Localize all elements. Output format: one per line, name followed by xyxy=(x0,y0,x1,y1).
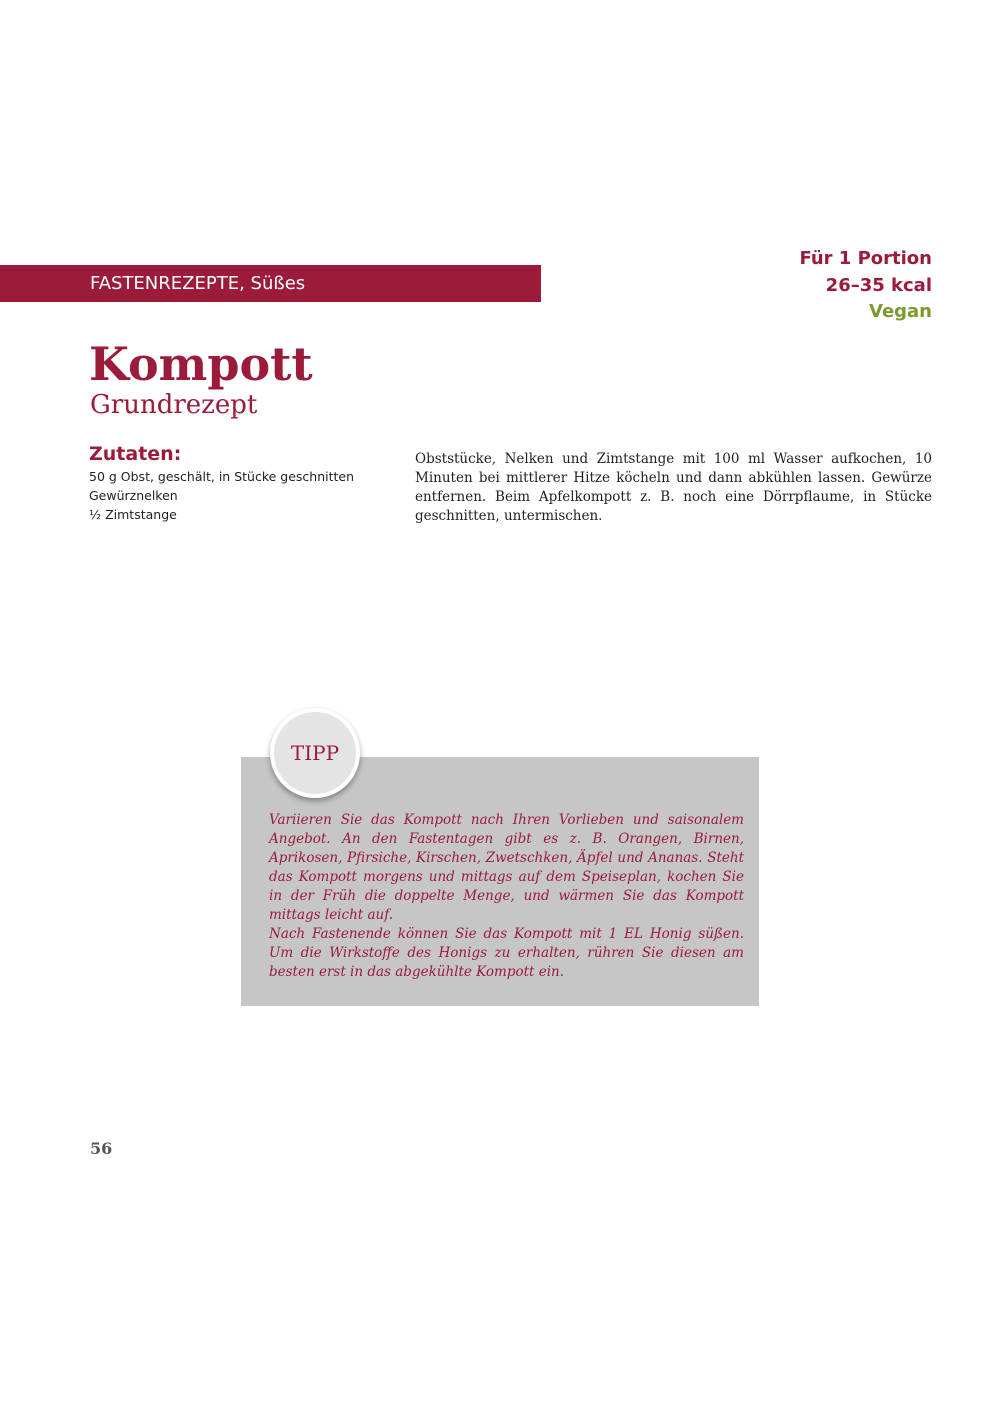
recipe-title: Kompott xyxy=(89,337,313,391)
category-label: FASTENREZEPTE, Süßes xyxy=(90,273,306,294)
ingredient-item: ½ Zimtstange xyxy=(89,507,177,522)
category-band xyxy=(0,265,541,302)
tip-label: TIPP xyxy=(290,741,340,765)
portion-info: Für 1 Portion xyxy=(799,248,932,269)
recipe-subtitle: Grundrezept xyxy=(90,390,258,420)
kcal-info: 26–35 kcal xyxy=(825,274,932,296)
recipe-meta xyxy=(799,246,932,326)
instructions-text: Obststücke, Nelken und Zimtstange mit 100 ml Wasser aufkochen, 10 Minuten bei mittlerer Hitze köcheln und dann abkühlen lassen. Gewürze entfernen. Beim Apfelkompott z. B. noch eine Dörrpflaume, in Stücke geschnitten, untermischen. xyxy=(415,451,932,524)
tip-paragraph-1: Variieren Sie das Kompott nach Ihren Vorlieben und saisonalem Angebot. An den Fastentagen gibt es z. B. Orangen, Birnen, Aprikosen, Pfirsiche, Kirschen, Zwetschken, Äpfel und Ananas. Steht das Kompott morgens und mittags auf dem Speiseplan, kochen Sie in der Früh die doppelte Menge, und wärmen Sie das Kompott mittags leicht auf. xyxy=(269,812,744,923)
diet-info: Vegan xyxy=(869,301,932,322)
ingredient-item: Gewürznelken xyxy=(89,488,178,503)
page-number: 56 xyxy=(90,1139,113,1158)
ingredients-heading: Zutaten: xyxy=(89,443,182,465)
tip-badge xyxy=(270,708,360,798)
tip-paragraph-2: Nach Fastenende können Sie das Kompott mit 1 EL Honig süßen. Um die Wirkstoffe des Honigs zu erhalten, rühren Sie diesen am besten erst in das abgekühlte Kompott ein. xyxy=(269,926,744,980)
ingredient-item: 50 g Obst, geschält, in Stücke geschnitten xyxy=(89,469,355,484)
ingredients-list xyxy=(89,467,354,524)
